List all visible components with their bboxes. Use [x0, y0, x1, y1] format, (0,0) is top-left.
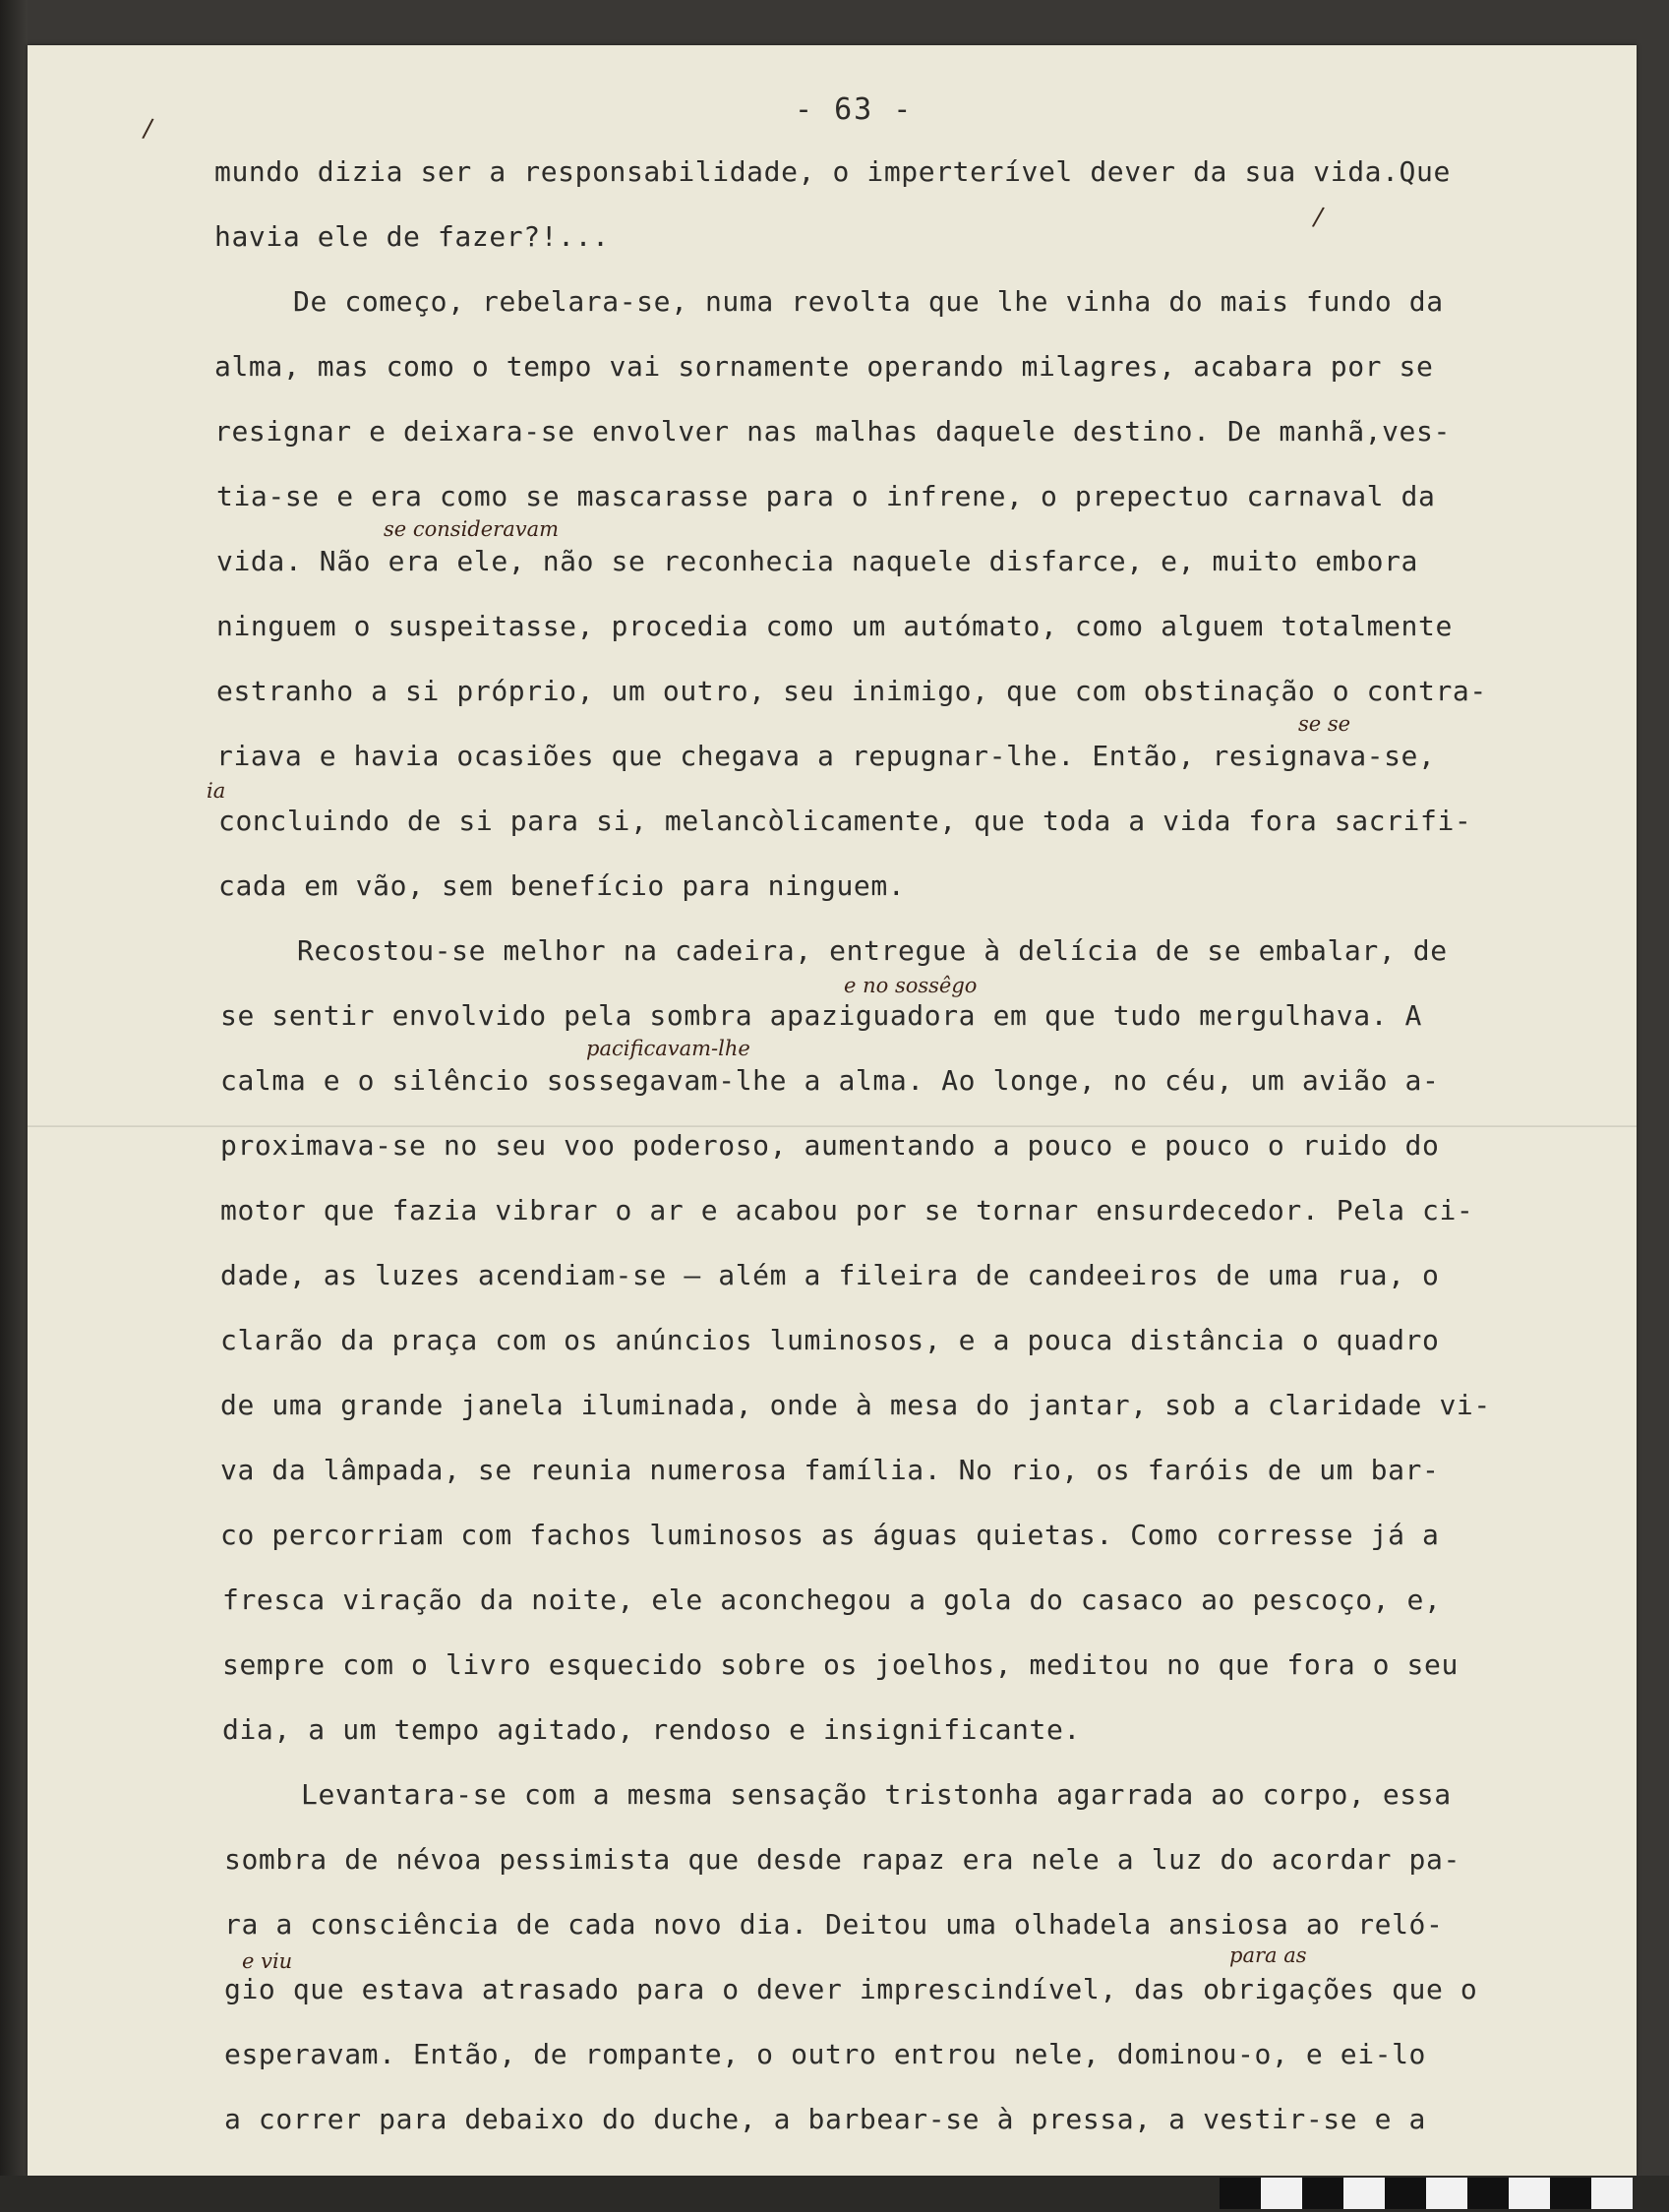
handwritten-note: e no sossêgo: [844, 974, 978, 997]
text-line: mundo dizia ser a responsabilidade, o imperterível dever da sua vida.Que: [214, 155, 1451, 188]
ruler-segment: [1467, 2178, 1509, 2209]
ruler-segment: [1302, 2178, 1343, 2209]
text-line: gio que estava atrasado para o dever imprescindível, das obrigações que o: [224, 1973, 1478, 2005]
ruler-segment: [1591, 2178, 1633, 2209]
text-line: resignar e deixara-se envolver nas malhas daquele destino. De manhã,ves-: [214, 415, 1451, 448]
text-line: de uma grande janela iluminada, onde à mesa do jantar, sob a claridade vi-: [220, 1389, 1491, 1421]
scan-edge-left: [0, 0, 28, 2212]
page-fold-crease: [28, 1125, 1637, 1127]
text-line: fresca viração da noite, ele aconchegou a gola do casaco ao pescoço, e,: [222, 1584, 1442, 1616]
text-line: sombra de névoa pessimista que desde rapaz era nele a luz do acordar pa-: [224, 1843, 1460, 1876]
text-line: va da lâmpada, se reunia numerosa família. No rio, os faróis de um bar-: [220, 1454, 1440, 1486]
text-line: ra a consciência de cada novo dia. Deitou uma olhadela ansiosa ao reló-: [224, 1908, 1444, 1941]
ruler-segment: [1550, 2178, 1591, 2209]
ruler-segment: [1343, 2178, 1385, 2209]
text-line: a correr para debaixo do duche, a barbear-se à pressa, a vestir-se e a: [224, 2103, 1427, 2135]
text-line: havia ele de fazer?!...: [214, 220, 610, 253]
ruler-segment: [1261, 2178, 1302, 2209]
handwritten-note: se consideravam: [384, 517, 560, 541]
text-line: Levantara-se com a mesma sensação tristonha agarrada ao corpo, essa: [301, 1778, 1452, 1811]
text-line: calma e o silêncio sossegavam-lhe a alma. Ao longe, no céu, um avião a-: [220, 1064, 1440, 1097]
text-line: riava e havia ocasiões que chegava a repugnar-lhe. Então, resignava-se,: [216, 740, 1436, 772]
margin-mark: /: [141, 113, 155, 145]
text-line: alma, mas como o tempo vai sornamente operando milagres, acabara por se: [214, 350, 1434, 383]
text-line: cada em vão, sem benefício para ninguem.: [218, 869, 906, 902]
text-line: sempre com o livro esquecido sobre os joelhos, meditou no que fora o seu: [222, 1648, 1459, 1681]
text-line: co percorriam com fachos luminosos as águas quietas. Como corresse já a: [220, 1519, 1440, 1551]
ruler-segment: [1385, 2178, 1426, 2209]
handwritten-note: se se: [1298, 712, 1351, 736]
text-line: estranho a si próprio, um outro, seu inimigo, que com obstinação o contra-: [216, 675, 1487, 707]
handwritten-note: ia: [207, 779, 226, 803]
text-line: Recostou-se melhor na cadeira, entregue à delícia de se embalar, de: [297, 934, 1448, 967]
margin-mark: /: [1310, 202, 1326, 233]
handwritten-note: e viu: [242, 1949, 293, 1973]
text-line: clarão da praça com os anúncios luminosos, e a pouca distância o quadro: [220, 1324, 1440, 1356]
text-line: De começo, rebelara-se, numa revolta que lhe vinha do mais fundo da: [293, 285, 1444, 318]
text-line: esperavam. Então, de rompante, o outro entrou nele, dominou-o, e ei-lo: [224, 2038, 1427, 2070]
text-line: dade, as luzes acendiam-se — além a fileira de candeeiros de uma rua, o: [220, 1259, 1440, 1291]
text-line: motor que fazia vibrar o ar e acabou por se tornar ensurdecedor. Pela ci-: [220, 1194, 1474, 1226]
text-line: tia-se e era como se mascarasse para o infrene, o prepectuo carnaval da: [216, 480, 1436, 512]
text-line: proximava-se no seu voo poderoso, aumentando a pouco e pouco o ruido do: [220, 1129, 1440, 1162]
ruler-segment: [1426, 2178, 1467, 2209]
ruler-segment: [1220, 2178, 1261, 2209]
ruler-segment: [1509, 2178, 1550, 2209]
handwritten-note: para as: [1229, 1943, 1307, 1967]
handwritten-note: pacificavam-lhe: [586, 1037, 750, 1060]
typescript-page: [28, 45, 1637, 2176]
scale-ruler: [1220, 2178, 1633, 2209]
text-line: ninguem o suspeitasse, procedia como um autómato, como alguem totalmente: [216, 610, 1453, 642]
text-line: se sentir envolvido pela sombra apaziguadora em que tudo mergulhava. A: [220, 999, 1423, 1032]
text-line: concluindo de si para si, melancòlicamente, que toda a vida fora sacrifi-: [218, 805, 1472, 837]
text-line: dia, a um tempo agitado, rendoso e insignificante.: [222, 1713, 1081, 1746]
text-line: vida. Não era ele, não se reconhecia naquele disfarce, e, muito embora: [216, 545, 1419, 577]
page-number: - 63 -: [795, 92, 914, 127]
